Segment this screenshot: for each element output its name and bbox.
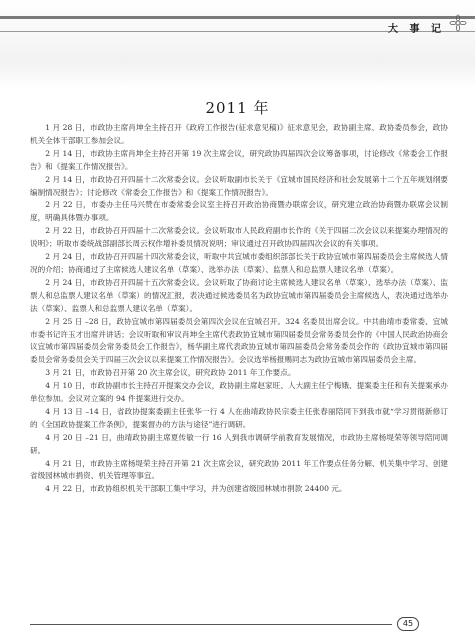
chronicle-entry: 2 月 14 日，市政协主席肖坤全主持召开第 19 次主席会议，研究政协四届四次会议筹备事项，讨论修改《常委会工作报告》和《提案工作情况报告》。	[30, 148, 448, 171]
running-head: 大 事 记	[388, 24, 445, 35]
chronicle-entry: 4 月 10 日，市政协副市长主持召开提案交办会议，政协副主席赵家旺、人大副主任宁梅娥、提案委主任和有关提案承办单位参加。会议对立案的 94 件提案进行交办。	[30, 381, 448, 404]
chronicle-entry: 4 月 22 日，市政协组织机关干部职工集中学习，并为创建省级园林城市捐款 24400 元。	[45, 484, 347, 494]
chronicle-entry: 2 月 24 日，市政协召开四届十四次常委会议，听取中共宜城市委组织部部长关于政协宜城市第四届委员会主席候选人情况的介绍；协商通过了主席候选人建议名单（草案）、选举办法（草案）、监票人和总监票人建议名单（草案）。	[30, 252, 448, 274]
chronicle-entry: 2 月 22 日，市政协召开四届十二次常委会议。会议听取市人民政府副市长作的《关于四届二次会议以来提案办理情况的说明》；听取市委统战部副部长周云权作增补委员情况说明；审议通过召开政协四届四次会议的有关事项。	[30, 226, 448, 249]
page-number: 45	[397, 617, 419, 631]
chronicle-entry: 4 月 20 日 –21 日，曲靖政协副主席夏传敏一行 16 人到我市调研学前教育发展情况，市政协主席杨堤荣等领导陪同调研。	[30, 432, 448, 455]
chronicle-entry: 1 月 28 日，市政协主席肖坤全主持召开《政府工作报告(征求意见稿)》征求意见会，政协副主席、政协委员参会，政协机关全体干部职工参加会议。	[30, 123, 448, 145]
chronicle-entry: 2 月 22 日，市委办主任马兴赞在市委常委会议室主持召开政治协商暨办联席会议，研究建立政治协商暨办联席会议制度，明确具体暨办事项。	[30, 200, 448, 223]
page-title: 2011 年	[205, 99, 270, 117]
chronicle-entry: 4 月 13 日 –14 日，省政协提案委副主任张华一行 4 人在曲靖政协民宗委主任张春丽陪同下到我市就“学习贯彻新修订的《全国政协提案工作条例》，提案督办的方法与途径”进行调研。	[30, 406, 448, 429]
footer-rule	[30, 624, 392, 625]
chronicle-entry: 2 月 25 日 –28 日，政协宜城市第四届委员会第四次会议在宜城召开。324 名委员出席会议。中共曲靖市委常委、宜城市委书记许玉才出席并讲话；会议听取和审议肖坤全主席代表政协宜城市第四届委员会常务委员会作的《中国人民政治协商会议宜城市第四届委员会常务委员会工作报告》，杨华副主席代表政协宜城市第四届委员会常务委员会作的《政协宜城市第四届委员会常务委员会关于四届三次会议以来提案工作情况报告》。会议选举杨报赐同志为政协宜城市第四届委员会主席。	[30, 316, 448, 365]
chronicle-entry: 4 月 21 日，市政协主席杨堤荣主持召开第 21 次主席会议，研究政协 2011 年工作要点任务分解、机关集中学习、创建省级园林城市捐资、机关管理等事宜。	[30, 458, 448, 481]
chronicle-body	[30, 122, 448, 496]
header-band	[0, 0, 475, 88]
header-rule-top	[0, 16, 475, 19]
flower-ornament-icon	[449, 14, 467, 32]
chronicle-entry: 3 月 21 日，市政协召开第 20 次主席会议，研究政协 2011 年工作要点。	[45, 368, 296, 378]
chronicle-entry: 2 月 14 日，市政协召开四届十二次常委会议。会议听取副市长关于《宜城市国民经济和社会发展第十二个五年规划纲要编制情况报告》；讨论修改《常委会工作报告》和《提案工作情况报告》。	[30, 174, 448, 197]
chronicle-entry: 2 月 24 日，市政协召开四届十五次常委会议。会议听取了协商讨论主席候选人建议名单（草案）、选举办法（草案）、监票人和总监票人建议名单（草案）的情况汇报，表决通过候选委员名为政协宜城市第四届委员会主席候选人，表决通过选举办法（草案）、监票人和总监票人建议名单（草案）。	[30, 277, 448, 313]
